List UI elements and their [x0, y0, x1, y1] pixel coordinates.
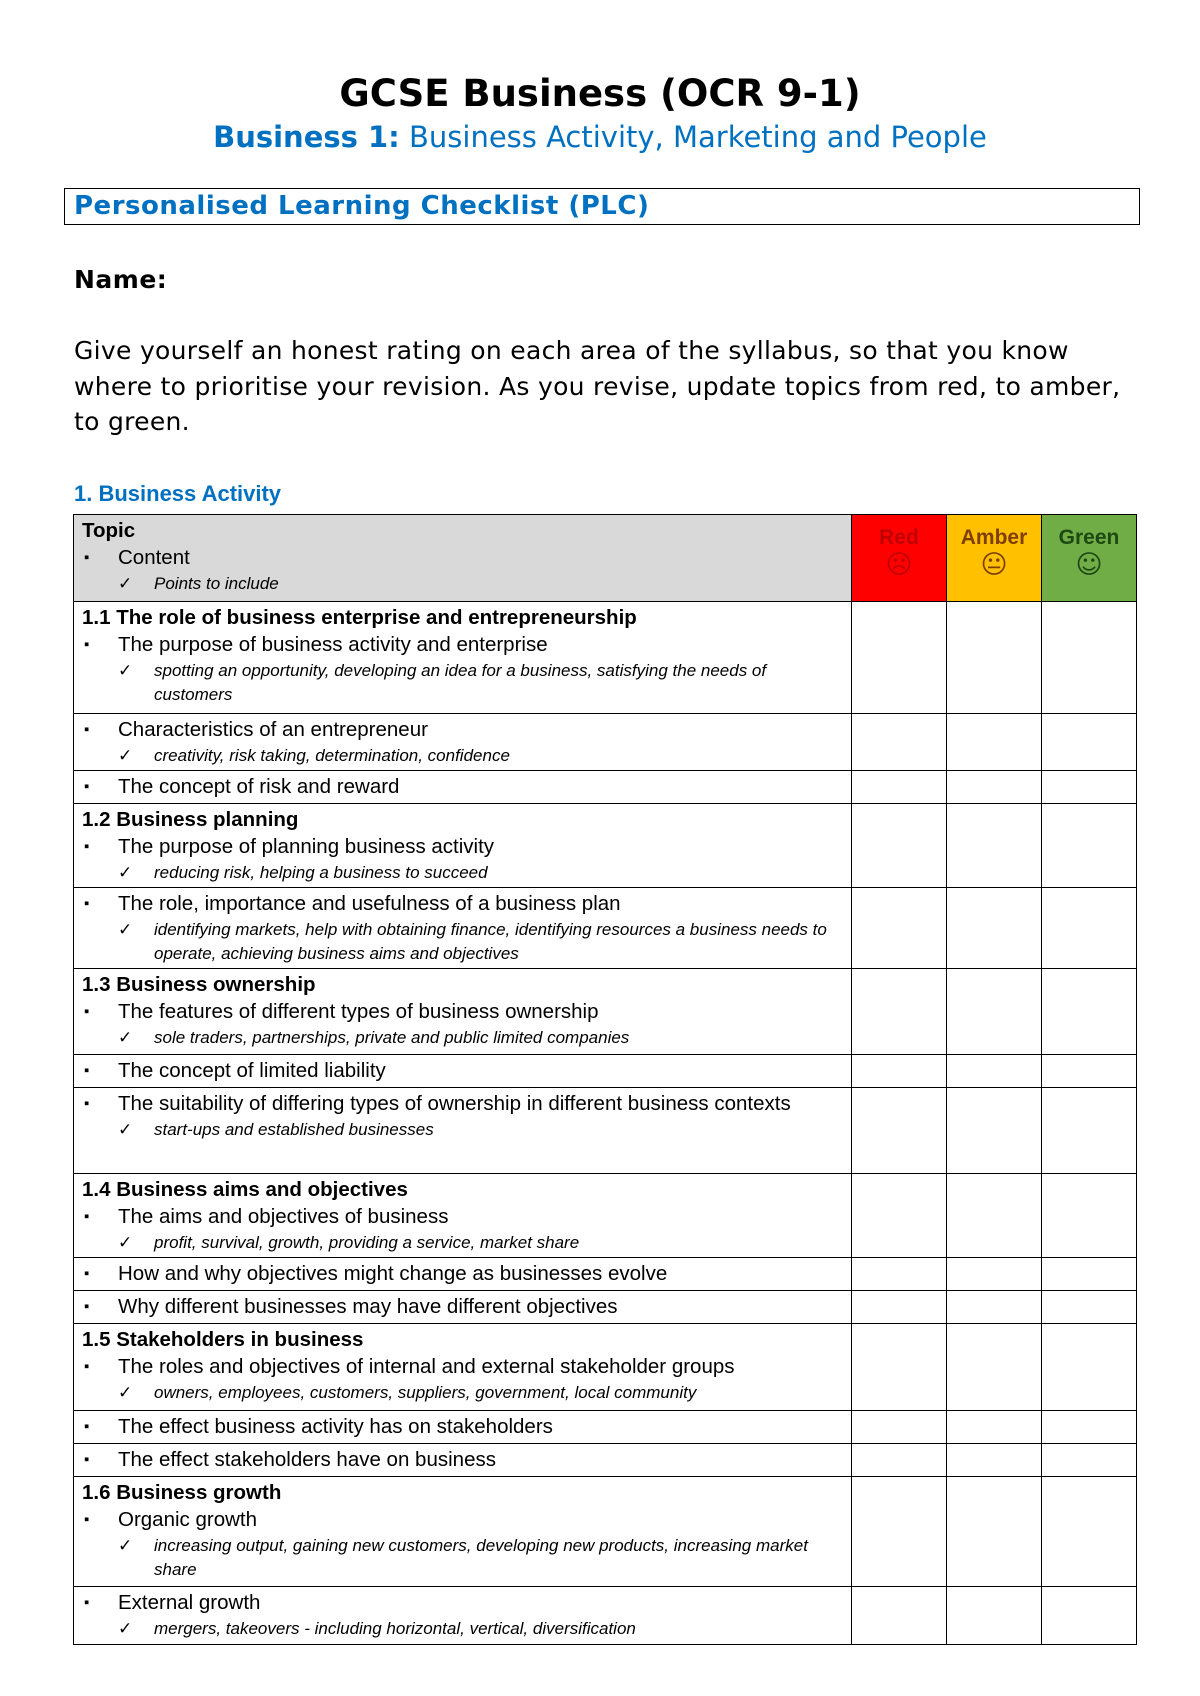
- points-item: [82, 1231, 845, 1255]
- points-text: sole traders, partnerships, private and public limited companies: [154, 1028, 630, 1047]
- table-row: [74, 1258, 1137, 1291]
- points-item: [82, 659, 845, 707]
- content-item: [82, 890, 845, 918]
- points-text: identifying markets, help with obtaining finance, identifying resources a business needs to operate, achieving business aims and objectives: [154, 920, 827, 963]
- rating-cell-green[interactable]: [1042, 1411, 1137, 1444]
- rag-amber-label: Amber: [960, 526, 1028, 549]
- rating-cell-red[interactable]: [852, 804, 947, 888]
- header-content-label: [82, 544, 845, 572]
- rating-cell-amber[interactable]: [947, 1324, 1042, 1411]
- content-item: [82, 998, 845, 1026]
- checkmark-icon: ✓: [118, 920, 133, 940]
- rag-header-amber: [947, 515, 1042, 602]
- content-text: The effect business activity has on stakeholders: [118, 1415, 553, 1438]
- content-text: The effect stakeholders have on business: [118, 1448, 496, 1471]
- topic-cell: [74, 771, 852, 804]
- content-text: The purpose of business activity and enterprise: [118, 633, 548, 656]
- checkmark-icon: ✓: [118, 661, 133, 681]
- content-item: [82, 1446, 845, 1474]
- bullet-icon: ▪: [84, 1095, 90, 1112]
- content-text: External growth: [118, 1591, 261, 1614]
- checkmark-icon: ✓: [118, 1383, 133, 1403]
- rating-cell-red[interactable]: [852, 1174, 947, 1258]
- table-row: [74, 771, 1137, 804]
- points-item: [82, 1534, 845, 1582]
- rating-cell-red[interactable]: [852, 1411, 947, 1444]
- content-item: [82, 631, 845, 659]
- topic-cell: [74, 969, 852, 1055]
- rating-cell-green[interactable]: [1042, 1258, 1137, 1291]
- content-item: [82, 1293, 845, 1321]
- rating-cell-green[interactable]: [1042, 771, 1137, 804]
- content-item: [82, 1057, 845, 1085]
- subtitle-text: Business Activity, Marketing and People: [399, 120, 987, 154]
- rating-cell-amber[interactable]: [947, 602, 1042, 714]
- bullet-icon: ▪: [84, 721, 90, 738]
- bullet-icon: ▪: [84, 549, 90, 566]
- header-content-text: Content: [118, 546, 190, 569]
- points-item: [82, 1026, 845, 1050]
- smiley-face-icon: ☺: [1075, 550, 1103, 580]
- table-row: [74, 1088, 1137, 1174]
- header-topic-cell: [74, 515, 852, 602]
- table-row: [74, 1411, 1137, 1444]
- checkmark-icon: ✓: [118, 1619, 133, 1639]
- rating-cell-green[interactable]: [1042, 1324, 1137, 1411]
- rag-header-red: [852, 515, 947, 602]
- topic-heading: 1.2 Business planning: [82, 808, 299, 831]
- rating-cell-green[interactable]: [1042, 804, 1137, 888]
- table-row: [74, 1291, 1137, 1324]
- topic-cell: [74, 1477, 852, 1587]
- rating-cell-amber[interactable]: [947, 771, 1042, 804]
- points-item: [82, 861, 845, 885]
- rating-cell-green[interactable]: [1042, 602, 1137, 714]
- rating-cell-amber[interactable]: [947, 1477, 1042, 1587]
- rating-cell-amber[interactable]: [947, 1444, 1042, 1477]
- checkmark-icon: ✓: [118, 746, 133, 766]
- rating-cell-amber[interactable]: [947, 969, 1042, 1055]
- rating-cell-green[interactable]: [1042, 1055, 1137, 1088]
- topic-cell: [74, 1291, 852, 1324]
- rating-cell-red[interactable]: [852, 602, 947, 714]
- content-text: Organic growth: [118, 1508, 258, 1531]
- topic-cell: [74, 714, 852, 771]
- checklist-table: [73, 514, 1137, 1645]
- table-row: [74, 1477, 1137, 1587]
- rating-cell-green[interactable]: [1042, 1587, 1137, 1645]
- rating-cell-red[interactable]: [852, 1477, 947, 1587]
- table-header-row: [74, 515, 1137, 602]
- content-text: How and why objectives might change as businesses evolve: [118, 1262, 668, 1285]
- document-subtitle: [0, 120, 1200, 154]
- rating-cell-red[interactable]: [852, 1088, 947, 1174]
- bullet-icon: ▪: [84, 1511, 90, 1528]
- sad-face-icon: ☹: [885, 550, 913, 580]
- content-item: [82, 716, 845, 744]
- rag-green-label: Green: [1058, 526, 1120, 549]
- rating-cell-red[interactable]: [852, 714, 947, 771]
- points-item: [82, 1118, 845, 1142]
- points-text: spotting an opportunity, developing an idea for a business, satisfying the needs of customers: [154, 661, 767, 704]
- content-item: [82, 1413, 845, 1441]
- topic-heading: 1.3 Business ownership: [82, 973, 316, 996]
- table-row: [74, 1444, 1137, 1477]
- topic-cell: [74, 1088, 852, 1174]
- points-text: reducing risk, helping a business to succeed: [154, 863, 488, 882]
- topic-heading: 1.6 Business growth: [82, 1481, 282, 1504]
- topic-cell: [74, 888, 852, 969]
- rating-cell-amber[interactable]: [947, 1411, 1042, 1444]
- topic-cell: [74, 1587, 852, 1645]
- table-row: [74, 1174, 1137, 1258]
- points-item: [82, 1381, 845, 1405]
- rating-cell-green[interactable]: [1042, 888, 1137, 969]
- content-item: [82, 773, 845, 801]
- topic-heading: 1.4 Business aims and objectives: [82, 1178, 408, 1201]
- points-item: [82, 744, 845, 768]
- rating-cell-green[interactable]: [1042, 1444, 1137, 1477]
- neutral-face-icon: 😐: [980, 550, 1008, 580]
- name-label: Name:: [74, 265, 168, 294]
- points-item: [82, 1617, 845, 1641]
- content-text: Why different businesses may have different objectives: [118, 1295, 618, 1318]
- rating-cell-red[interactable]: [852, 771, 947, 804]
- rating-cell-amber[interactable]: [947, 1174, 1042, 1258]
- rating-cell-amber[interactable]: [947, 714, 1042, 771]
- table-row: [74, 804, 1137, 888]
- points-text: mergers, takeovers - including horizontal, vertical, diversification: [154, 1619, 636, 1638]
- rating-cell-amber[interactable]: [947, 888, 1042, 969]
- subtitle-unit: Business 1:: [213, 120, 400, 154]
- bullet-icon: ▪: [84, 895, 90, 912]
- rating-cell-amber[interactable]: [947, 1055, 1042, 1088]
- topic-cell: [74, 1055, 852, 1088]
- topic-cell: [74, 804, 852, 888]
- content-text: The features of different types of business ownership: [118, 1000, 599, 1023]
- points-text: increasing output, gaining new customers, developing new products, increasing market share: [154, 1536, 808, 1579]
- table-row: [74, 1055, 1137, 1088]
- rating-cell-amber[interactable]: [947, 1258, 1042, 1291]
- bullet-icon: ▪: [84, 838, 90, 855]
- rating-cell-red[interactable]: [852, 1055, 947, 1088]
- table-row: [74, 714, 1137, 771]
- content-text: The concept of risk and reward: [118, 775, 400, 798]
- content-item: [82, 1506, 845, 1534]
- points-text: creativity, risk taking, determination, confidence: [154, 746, 510, 765]
- rating-cell-amber[interactable]: [947, 1587, 1042, 1645]
- content-item: [82, 1353, 845, 1381]
- topic-cell: [74, 1174, 852, 1258]
- checkmark-icon: ✓: [118, 574, 133, 594]
- rating-cell-red[interactable]: [852, 1324, 947, 1411]
- table-row: [74, 969, 1137, 1055]
- table-row: [74, 602, 1137, 714]
- table-row: [74, 1324, 1137, 1411]
- rag-header-green: [1042, 515, 1137, 602]
- document-title: GCSE Business (OCR 9-1): [339, 72, 861, 115]
- topic-heading: 1.1 The role of business enterprise and entrepreneurship: [82, 606, 637, 629]
- bullet-icon: ▪: [84, 1594, 90, 1611]
- rating-cell-green[interactable]: [1042, 1477, 1137, 1587]
- rating-cell-red[interactable]: [852, 969, 947, 1055]
- section-heading: 1. Business Activity: [74, 481, 282, 506]
- bullet-icon: ▪: [84, 1208, 90, 1225]
- rating-cell-amber[interactable]: [947, 1291, 1042, 1324]
- checkmark-icon: ✓: [118, 1536, 133, 1556]
- rating-cell-amber[interactable]: [947, 804, 1042, 888]
- bullet-icon: ▪: [84, 1298, 90, 1315]
- content-text: The roles and objectives of internal and external stakeholder groups: [118, 1355, 735, 1378]
- table-row: [74, 888, 1137, 969]
- topic-cell: [74, 602, 852, 714]
- points-text: profit, survival, growth, providing a service, market share: [154, 1233, 580, 1252]
- header-points-label: [82, 572, 845, 596]
- points-text: owners, employees, customers, suppliers, government, local community: [154, 1383, 697, 1402]
- topic-cell: [74, 1258, 852, 1291]
- bullet-icon: ▪: [84, 1451, 90, 1468]
- header-topic-label: Topic: [82, 519, 136, 542]
- instructions-text: Give yourself an honest rating on each area of the syllabus, so that you know where to prioritise your revision. As you revise, update topics from red, to amber, to green.: [74, 336, 1121, 436]
- bullet-icon: ▪: [84, 1265, 90, 1282]
- bullet-icon: ▪: [84, 1358, 90, 1375]
- rating-cell-green[interactable]: [1042, 1291, 1137, 1324]
- content-text: The suitability of differing types of ownership in different business contexts: [118, 1092, 791, 1115]
- content-text: The purpose of planning business activity: [118, 835, 495, 858]
- rating-cell-green[interactable]: [1042, 1174, 1137, 1258]
- content-item: [82, 1090, 845, 1118]
- bullet-icon: ▪: [84, 1418, 90, 1435]
- rating-cell-amber[interactable]: [947, 1088, 1042, 1174]
- topic-cell: [74, 1444, 852, 1477]
- rating-cell-red[interactable]: [852, 1258, 947, 1291]
- bullet-icon: ▪: [84, 1062, 90, 1079]
- rating-cell-red[interactable]: [852, 888, 947, 969]
- content-item: [82, 1260, 845, 1288]
- topic-cell: [74, 1411, 852, 1444]
- checkmark-icon: ✓: [118, 1233, 133, 1253]
- content-item: [82, 833, 845, 861]
- rating-cell-green[interactable]: [1042, 969, 1137, 1055]
- rating-cell-green[interactable]: [1042, 714, 1137, 771]
- rag-red-label: Red: [879, 526, 919, 549]
- bullet-icon: ▪: [84, 636, 90, 653]
- rating-cell-green[interactable]: [1042, 1088, 1137, 1174]
- content-text: The role, importance and usefulness of a business plan: [118, 892, 621, 915]
- bullet-icon: ▪: [84, 778, 90, 795]
- content-text: The concept of limited liability: [118, 1059, 386, 1082]
- rating-cell-red[interactable]: [852, 1444, 947, 1477]
- checkmark-icon: ✓: [118, 1120, 133, 1140]
- table-row: [74, 1587, 1137, 1645]
- bullet-icon: ▪: [84, 1003, 90, 1020]
- topic-heading: 1.5 Stakeholders in business: [82, 1328, 364, 1351]
- content-text: The aims and objectives of business: [118, 1205, 449, 1228]
- topic-cell: [74, 1324, 852, 1411]
- checkmark-icon: ✓: [118, 1028, 133, 1048]
- content-text: Characteristics of an entrepreneur: [118, 718, 428, 741]
- rating-cell-red[interactable]: [852, 1587, 947, 1645]
- plc-title-box: Personalised Learning Checklist (PLC): [64, 188, 1140, 225]
- content-item: [82, 1589, 845, 1617]
- rating-cell-red[interactable]: [852, 1291, 947, 1324]
- points-item: [82, 918, 845, 966]
- content-item: [82, 1203, 845, 1231]
- header-points-text: Points to include: [154, 574, 279, 593]
- checkmark-icon: ✓: [118, 863, 133, 883]
- points-text: start-ups and established businesses: [154, 1120, 434, 1139]
